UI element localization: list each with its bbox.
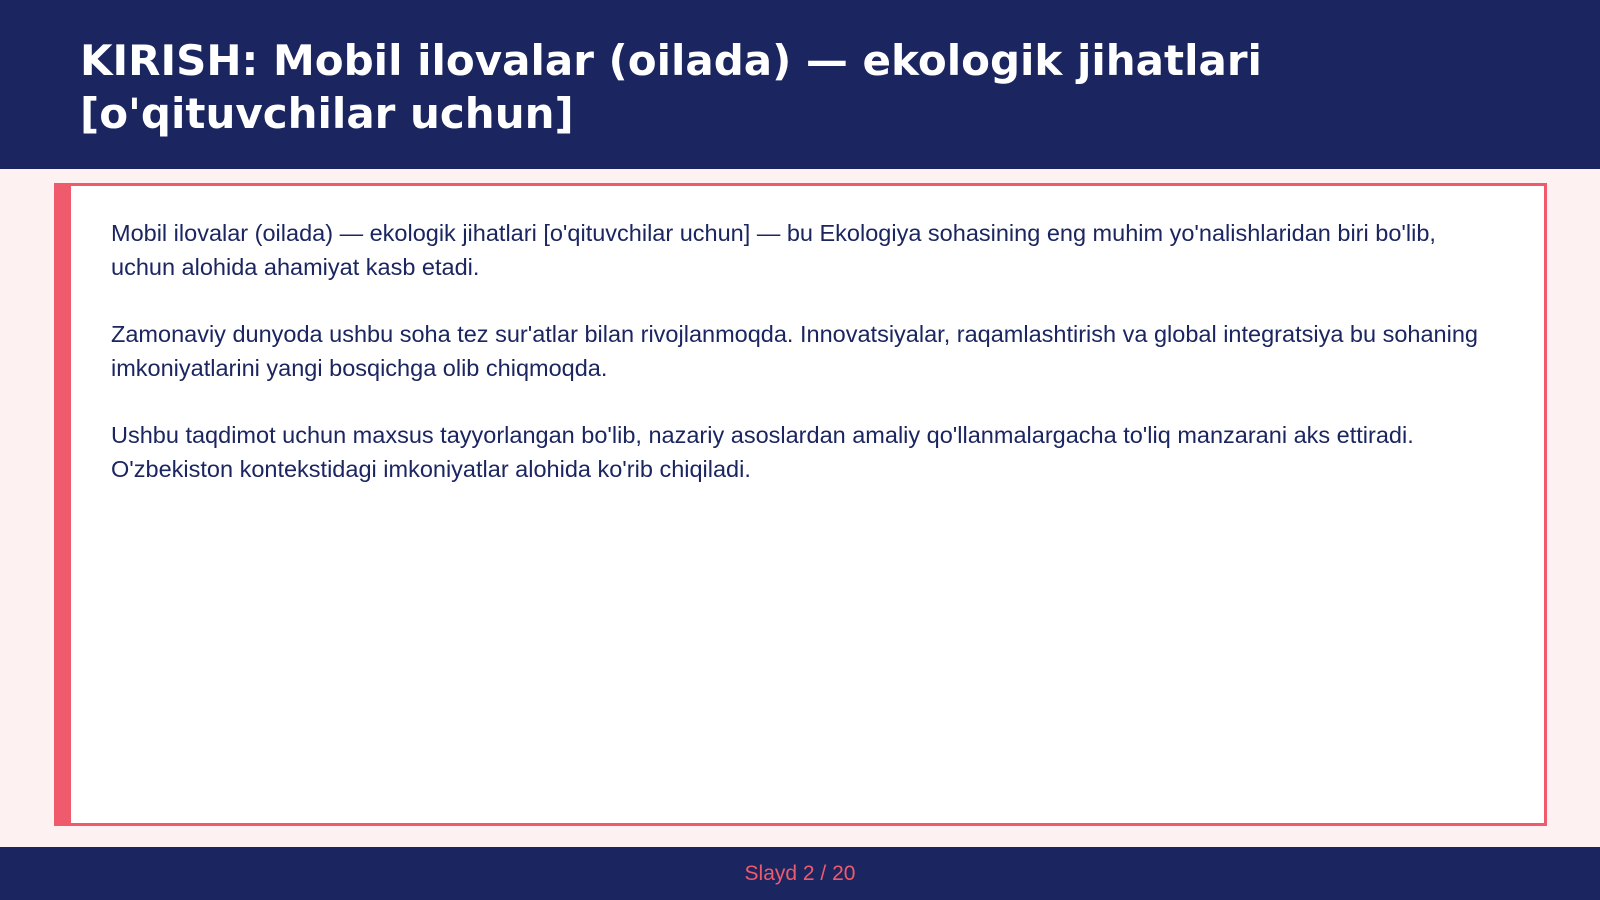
paragraph-presentation-scope: Ushbu taqdimot uchun maxsus tayyorlangan bo'lib, nazariy asoslardan amaliy qo'llanmalargacha to'liq manzarani aks ettiradi. O'zbekiston kontekstidagi imkoniyatlar alohida ko'rib chiqiladi.: [111, 422, 1414, 482]
content-card: [54, 183, 1547, 826]
slide-footer: [0, 847, 1600, 900]
slide-header: [0, 0, 1600, 169]
slide-number: Slayd 2 / 20: [744, 861, 856, 885]
paragraph-intro: Mobil ilovalar (oilada) — ekologik jihatlari [o'qituvchilar uchun] — bu Ekologiya sohasining eng muhim yo'nalishlaridan biri bo'lib, uchun alohida ahamiyat kasb etadi.: [111, 220, 1436, 280]
slide-title: KIRISH: Mobil ilovalar (oilada) — ekologik jihatlari [o'qituvchilar uchun]: [80, 36, 1262, 138]
paragraph-modern-world: Zamonaviy dunyoda ushbu soha tez sur'atlar bilan rivojlanmoqda. Innovatsiyalar, raqamlashtirish va global integratsiya bu sohaning imkoniyatlarini yangi bosqichga olib chiqmoqda.: [111, 321, 1478, 381]
